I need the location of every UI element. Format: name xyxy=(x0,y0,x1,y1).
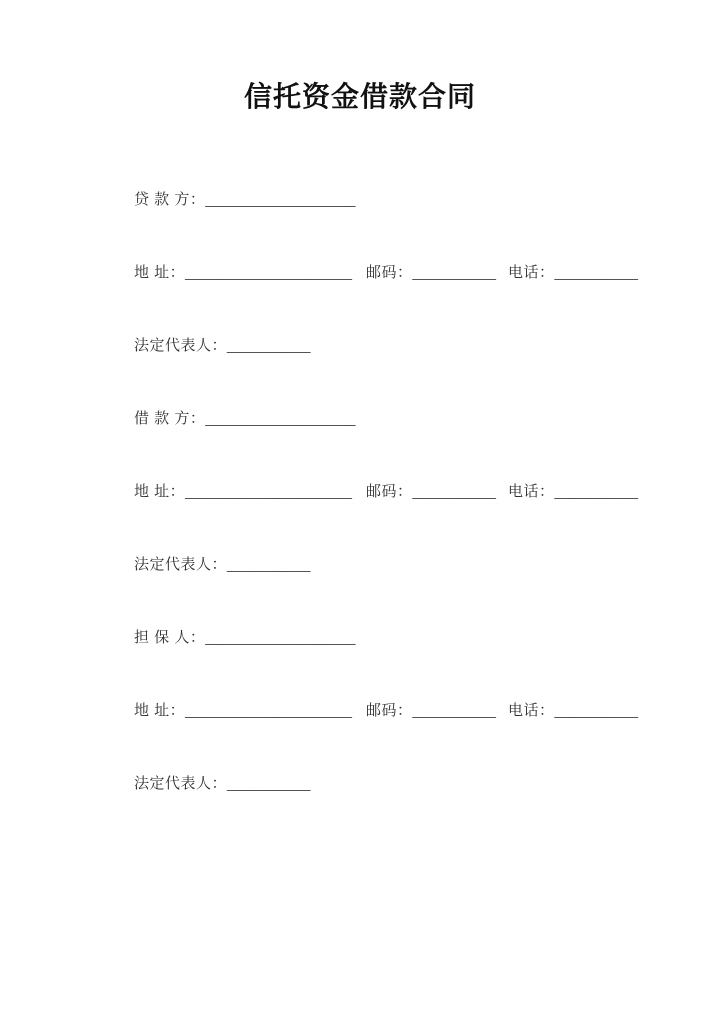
legal-rep-label: 法定代表人： xyxy=(134,556,228,573)
phone-blank: __________ xyxy=(554,702,638,719)
address-blank: ____________________ xyxy=(185,264,353,281)
phone-blank: __________ xyxy=(554,264,638,281)
contract-title: 信托资金借款合同 xyxy=(243,81,476,112)
legal-rep-row-borrower xyxy=(134,555,720,575)
legal-rep-row-guarantor xyxy=(134,774,720,794)
address-blank: ____________________ xyxy=(185,483,353,500)
phone-label: 电话： xyxy=(507,702,555,719)
party-blank: __________________ xyxy=(205,629,356,646)
legal-rep-label: 法定代表人： xyxy=(134,337,228,354)
address-label: 地 址： xyxy=(134,264,186,281)
address-row-guarantor xyxy=(134,701,720,721)
party-row-lender xyxy=(134,190,720,210)
legal-rep-row-lender xyxy=(134,336,720,356)
party-row-borrower xyxy=(134,409,720,429)
legal-rep-blank: __________ xyxy=(227,556,311,573)
legal-rep-label: 法定代表人： xyxy=(134,775,228,792)
postcode-blank: __________ xyxy=(412,483,496,500)
postcode-label: 邮码： xyxy=(366,264,413,281)
postcode-blank: __________ xyxy=(412,264,496,281)
phone-label: 电话： xyxy=(507,483,555,500)
postcode-label: 邮码： xyxy=(366,702,413,719)
party-blank: __________________ xyxy=(205,410,356,427)
party-label: 贷 款 方： xyxy=(134,191,206,208)
address-row-lender xyxy=(134,263,720,283)
address-blank: ____________________ xyxy=(185,702,353,719)
legal-rep-blank: __________ xyxy=(227,337,311,354)
address-row-borrower xyxy=(134,482,720,502)
postcode-label: 邮码： xyxy=(366,483,413,500)
address-label: 地 址： xyxy=(134,483,186,500)
address-label: 地 址： xyxy=(134,702,186,719)
party-label: 担 保 人： xyxy=(134,629,206,646)
contract-document-page xyxy=(0,80,720,1011)
phone-label: 电话： xyxy=(507,264,555,281)
legal-rep-blank: __________ xyxy=(227,775,311,792)
postcode-blank: __________ xyxy=(412,702,496,719)
party-blank: __________________ xyxy=(205,191,356,208)
party-row-guarantor xyxy=(134,628,720,648)
party-label: 借 款 方： xyxy=(134,410,206,427)
phone-blank: __________ xyxy=(554,483,638,500)
